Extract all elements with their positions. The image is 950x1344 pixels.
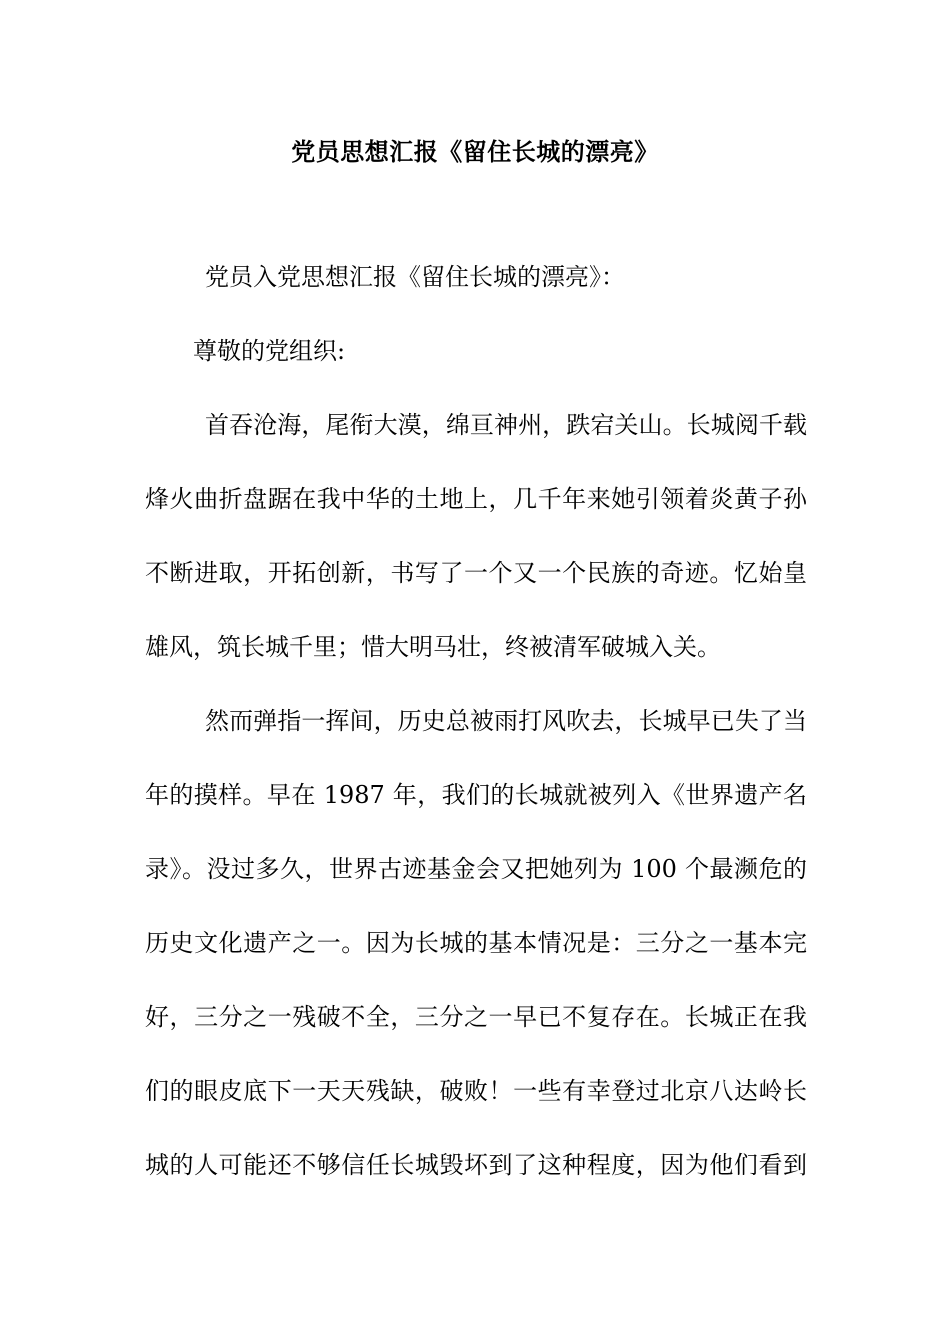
document-title: 党员思想汇报《留住长城的漂亮》 [291, 137, 659, 166]
paragraph-line: 党员入党思想汇报《留住长城的漂亮》： [205, 263, 625, 291]
paragraph-line: 城的人可能还不够信任长城毁坏到了这种程度，因为他们看到 [145, 1151, 807, 1179]
paragraph-line: 好，三分之一残破不全，三分之一早已不复存在。长城正在我 [145, 1003, 807, 1031]
salutation-line: 尊敬的党组织: [193, 337, 346, 365]
paragraph-line: 录》。没过多久，世界古迹基金会又把她列为 100 个最濒危的 [145, 855, 807, 883]
paragraph-line: 们的眼皮底下一天天残缺，破败！一些有幸登过北京八达岭长 [145, 1077, 807, 1105]
paragraph-line: 雄风，筑长城千里；惜大明马壮，终被清军破城入关。 [145, 633, 721, 661]
paragraph-line: 年的摸样。早在 1987 年，我们的长城就被列入《世界遗产名 [145, 781, 807, 809]
paragraph-line: 然而弹指一挥间，历史总被雨打风吹去，长城早已失了当 [205, 707, 807, 735]
paragraph-line: 烽火曲折盘踞在我中华的土地上，几千年来她引领着炎黄子孙 [145, 485, 807, 513]
paragraph-line: 不断进取，开拓创新，书写了一个又一个民族的奇迹。忆始皇 [145, 559, 807, 587]
paragraph-line: 首吞沧海，尾衔大漠，绵亘神州，跌宕关山。长城阅千载 [205, 411, 807, 439]
paragraph-line: 历史文化遗产之一。因为长城的基本情况是：三分之一基本完 [145, 929, 807, 957]
